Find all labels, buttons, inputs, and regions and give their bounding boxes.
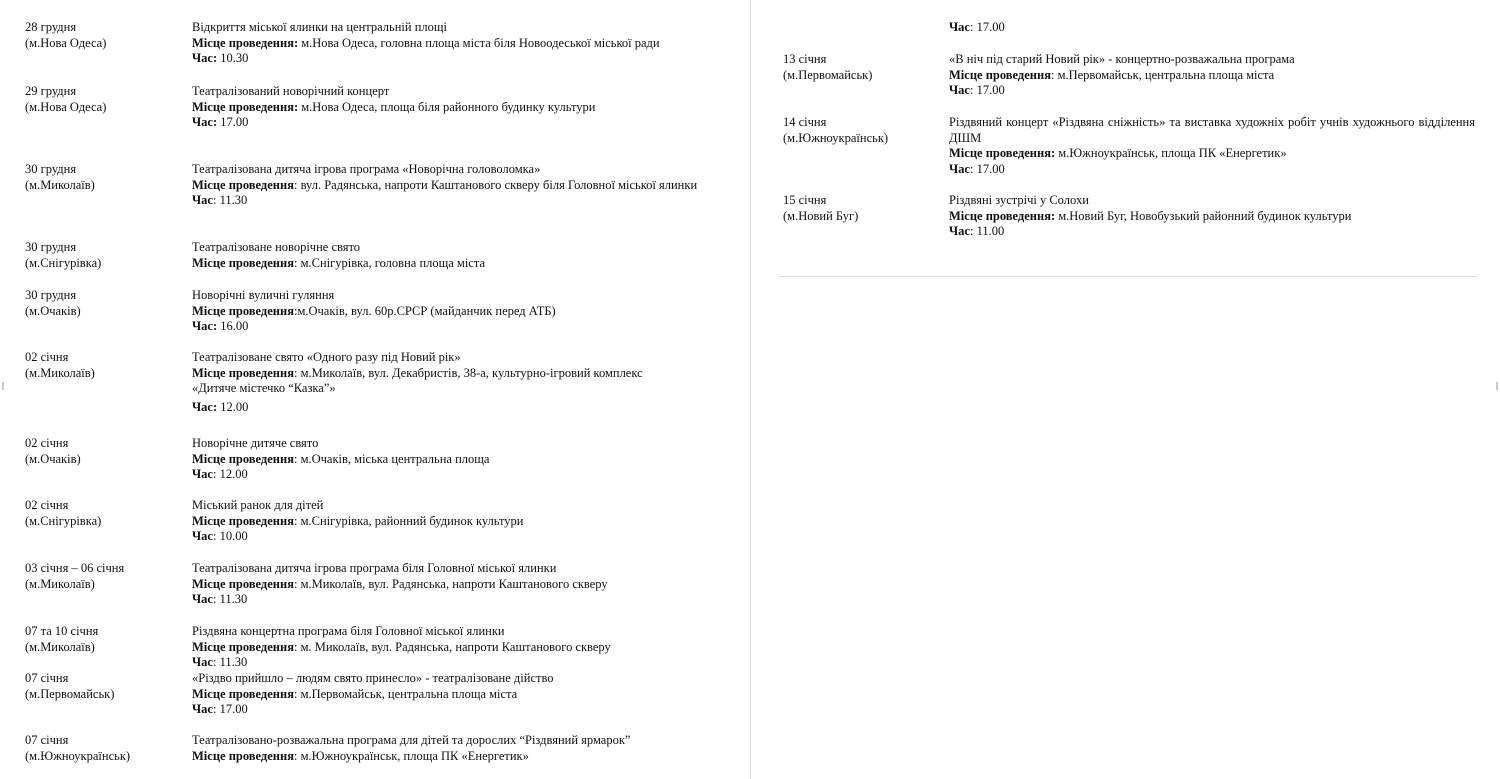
event-time: Час: 16.00 [192,319,249,334]
event-date: 28 грудня [25,20,77,34]
place-label: Місце проведення: [949,208,1056,223]
place-label: Місце проведення [192,177,294,192]
event-title: Театралізований новорічний концерт [192,84,390,98]
event-date-block [25,162,185,193]
event-title: Театралізовано-розважальна програма для дітей та дорослих “Різдвяний ярмарок” [192,733,631,747]
event-date-block [25,350,185,381]
event-date-block [25,561,185,592]
event-date: 03 січня – 06 січня [25,561,125,575]
event-date-block [25,671,185,702]
time-label: Час [192,592,213,607]
event-date: 07 січня [25,733,69,747]
event-title: Відкриття міської ялинки на центральній площі [192,20,447,34]
event-city: (м.Очаків) [25,303,81,318]
place-label: Місце проведення: [949,146,1056,161]
event-city: (м.Миколаїв) [25,639,95,654]
event-date: 02 січня [25,350,69,364]
place-label: Місце проведення [192,686,294,701]
place-label: Місце проведення [192,451,294,466]
event-details [192,624,732,671]
event-city: (м.Нова Одеса) [25,35,107,50]
event-date-block [25,240,185,271]
event-details [192,288,732,335]
event-city: (м.Миколаїв) [25,576,95,591]
event-city: (м.Южноукраїнськ) [25,748,131,763]
event-time: Час: 17.00 [192,702,248,717]
event-title: «Різдво прийшло – людям свято принесло» - театралізоване дійство [192,671,554,685]
event-time: Час: 10.00 [192,529,248,544]
event-date-block [783,193,943,224]
event-details [192,20,732,67]
place-label: Місце проведення [192,576,294,591]
time-label: Час: [192,399,218,414]
event-time: Час: 17.00 [949,161,1005,176]
event-place: Місце проведення: м.Первомайськ, центральна площа міста [192,686,518,701]
place-label: Місце проведення [192,303,294,318]
event-date-block [25,498,185,529]
event-title: «В ніч під старий Новий рік» - концертно-розважальна програма [949,52,1295,66]
event-details [192,561,732,608]
event-city: (м.Новий Буг) [783,208,859,223]
event-details [192,350,732,415]
event-city: (м.Миколаїв) [25,177,95,192]
event-time: Час: 11.30 [192,193,248,208]
event-details [192,733,732,764]
event-time: Час: 17.00 [192,115,249,130]
event-details [192,436,732,483]
event-date-block [25,84,185,115]
event-place: Місце проведення: м.Снігурівка, головна площа міста [192,255,486,270]
event-place: Місце проведення: м.Миколаїв, вул. Радянська, напроти Каштанового скверу [192,576,608,591]
event-time: Час: 17.00 [949,83,1005,98]
event-date: 30 грудня [25,288,77,302]
time-label: Час [949,83,970,98]
event-title: Новорічне дитяче свято [192,436,319,450]
place-label: Місце проведення [192,748,294,763]
event-place: Місце проведення: м.Первомайськ, центральна площа міста [949,67,1275,82]
event-title: Різдвяні зустрічі у Солохи [949,193,1089,207]
event-date: 02 січня [25,498,69,512]
event-place: Місце проведення: м.Нова Одеса, площа біля районного будинку культури [192,99,596,114]
event-city: (м.Первомайськ) [783,67,873,82]
event-place: Місце проведення: м.Снігурівка, районний будинок культури [192,513,524,528]
event-city: (м.Южноукраїнськ) [783,130,889,145]
event-place: Місце проведення: м. Миколаїв, вул. Радянська, напроти Каштанового скверу [192,639,611,654]
time-label: Час: [192,115,218,130]
event-time: Час: 11.30 [192,592,248,607]
event-title: Театралізована дитяча ігрова програма «Новорічна головоломка» [192,162,541,176]
event-date: 02 січня [25,436,69,450]
event-date-block [783,115,943,146]
event-city: (м.Снігурівка) [25,513,102,528]
event-title: Театралізоване свято «Одного разу під Новий рік» [192,350,461,364]
event-date: 29 грудня [25,84,77,98]
event-date-block [25,20,185,51]
event-date: 15 січня [783,193,827,207]
event-date: 30 грудня [25,162,77,176]
event-title: Міський ранок для дітей [192,498,324,512]
event-title: Театралізована дитяча ігрова програма біля Головної міської ялинки [192,561,557,575]
event-details [949,52,1475,99]
event-date-block [783,52,943,83]
event-city: (м.Очаків) [25,451,81,466]
time-label: Час [192,467,213,482]
time-label: Час [949,161,970,176]
event-city: (м.Снігурівка) [25,255,102,270]
event-title: Різдвяна концертна програма біля Головної міської ялинки [192,624,505,638]
event-place: Місце проведення:м.Очаків, вул. 60р.СРСР (майданчик перед АТБ) [192,303,556,318]
event-city: (м.Первомайськ) [25,686,115,701]
event-details [949,20,1475,36]
event-place: Місце проведення: м.Очаків, міська центральна площа [192,451,490,466]
place-label: Місце проведення [192,513,294,528]
event-details [192,240,732,271]
event-details [192,671,732,718]
event-place: Місце проведення: м.Миколаїв, вул. Декабристів, 38-а, культурно-ігровий комплекс [192,365,643,380]
event-details [192,498,732,545]
event-details [949,115,1475,177]
event-date-block [25,288,185,319]
right-column [752,0,1500,779]
event-date: 07 січня [25,671,69,685]
place-label: Місце проведення [192,365,294,380]
event-date: 14 січня [783,115,827,129]
event-place: Місце проведення: м.Нова Одеса, головна площа міста біля Новоодеської міської ради [192,35,660,50]
event-time: Час: 17.00 [949,20,1005,34]
time-label: Час [192,655,213,670]
event-time: Час: 10.30 [192,51,249,66]
event-title: Новорічні вуличні гуляння [192,288,335,302]
event-date: 13 січня [783,52,827,66]
event-details [192,84,732,131]
event-place: Місце проведення: вул. Радянська, напроти Каштанового скверу біля Головної міської ялинки [192,177,698,192]
event-city: (м.Нова Одеса) [25,99,107,114]
event-time: Час: 12.00 [192,467,248,482]
event-date-block [25,436,185,467]
event-date: 30 грудня [25,240,77,254]
time-label: Час [192,193,213,208]
event-date-block [25,733,185,764]
place-label: Місце проведення [192,255,294,270]
event-date-block [25,624,185,655]
event-place: Місце проведення: м.Южноукраїнськ, площа ПК «Енергетик» [949,146,1287,161]
event-details [192,162,732,209]
event-time: Час: 11.00 [949,224,1005,239]
place-label: Місце проведення [949,67,1051,82]
event-time: Час: 11.30 [192,655,248,670]
event-city: (м.Миколаїв) [25,365,95,380]
time-label: Час [192,702,213,717]
time-label: Час [949,224,970,239]
time-label: Час: [192,319,218,334]
event-details [949,193,1475,240]
event-place: Місце проведення: м.Новий Буг, Новобузький районний будинок культури [949,208,1352,223]
event-time: Час: 12.00 [192,399,249,414]
time-label: Час: [192,51,218,66]
event-place: Місце проведення: м.Южноукраїнськ, площа ПК «Енергетик» [192,748,529,763]
event-title: Театралізоване новорічне свято [192,240,361,254]
event-date: 07 та 10 січня [25,624,99,638]
place-label: Місце проведення: [192,35,299,50]
event-place-continued: «Дитяче містечко “Казка”» [192,381,336,396]
time-label: Час [192,529,213,544]
place-label: Місце проведення [192,639,294,654]
event-title: Різдвяний концерт «Різдвяна сніжність» та виставка художніх робіт учнів художнього відділення ДШМ [949,115,1475,145]
place-label: Місце проведення: [192,99,299,114]
time-label: Час [949,20,970,34]
